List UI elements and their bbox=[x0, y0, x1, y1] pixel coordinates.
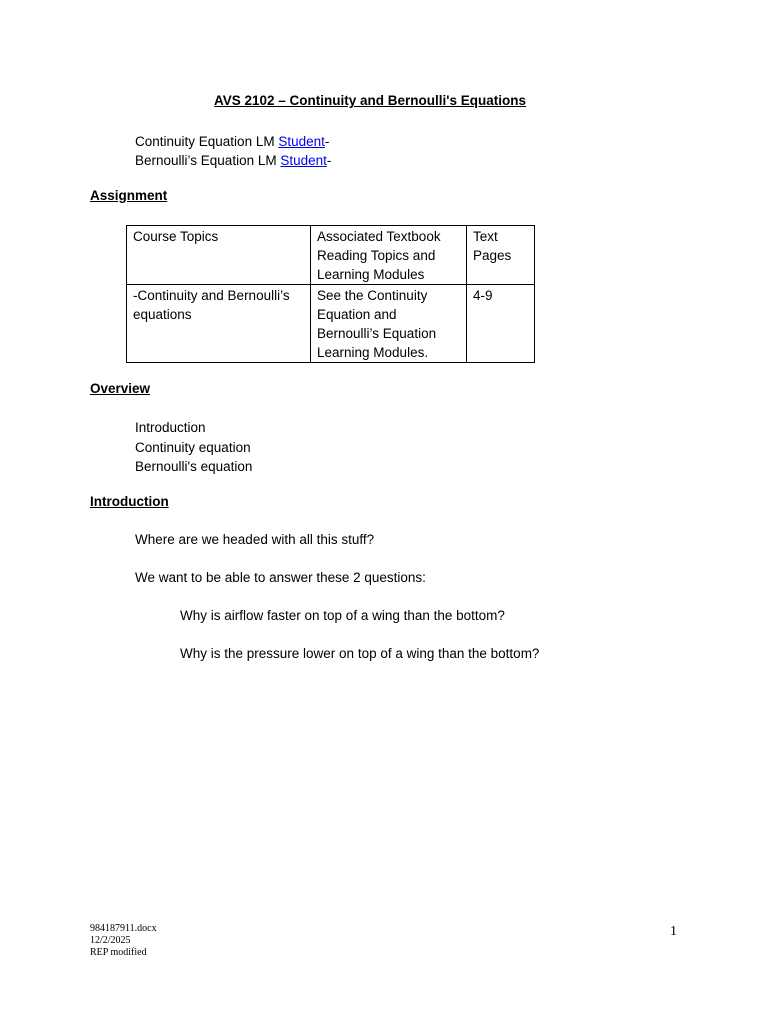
footer-filename: 984187911.docx bbox=[90, 923, 157, 934]
footer-note: REP modified bbox=[90, 947, 147, 958]
cell-text-pages: 4-9 bbox=[467, 285, 535, 363]
header-course-topics: Course Topics bbox=[127, 226, 311, 285]
header-text-pages: Text Pages bbox=[467, 226, 535, 285]
page-number: 1 bbox=[670, 924, 677, 939]
list-item: Bernoulli's equation bbox=[135, 459, 253, 474]
overview-list bbox=[135, 418, 252, 477]
intro-paragraph-2: We want to be able to answer these 2 questions: bbox=[135, 570, 426, 585]
footer-info bbox=[90, 923, 157, 959]
continuity-lm-label: Continuity Equation LM bbox=[135, 134, 279, 149]
table-header-row bbox=[127, 226, 535, 285]
list-item: Continuity equation bbox=[135, 439, 251, 455]
continuity-lm-suffix: - bbox=[324, 134, 330, 149]
intro-paragraph-1: Where are we headed with all this stuff? bbox=[135, 532, 375, 547]
continuity-student-link[interactable]: Student bbox=[278, 134, 325, 149]
bernoulli-lm-line bbox=[135, 151, 331, 170]
learning-module-links bbox=[135, 132, 331, 170]
cell-reading-topic: See the Continuity Equation and Bernoulli’s Equation Learning Modules. bbox=[311, 285, 467, 363]
table-row bbox=[127, 285, 535, 363]
intro-question-1: Why is airflow faster on top of a wing than the bottom? bbox=[180, 608, 505, 623]
document-title: AVS 2102 – Continuity and Bernoulli's Equations bbox=[213, 93, 526, 108]
bernoulli-student-link[interactable]: Student bbox=[280, 153, 327, 168]
bernoulli-lm-label: Bernoulli’s Equation LM bbox=[135, 153, 281, 168]
bernoulli-lm-suffix: - bbox=[326, 153, 332, 168]
cell-course-topic: -Continuity and Bernoulli’s equations bbox=[127, 285, 311, 363]
assignment-heading: Assignment bbox=[90, 188, 168, 203]
intro-question-2: Why is the pressure lower on top of a wing than the bottom? bbox=[180, 646, 540, 661]
overview-heading: Overview bbox=[90, 381, 151, 396]
assignment-table bbox=[126, 225, 535, 363]
footer-date: 12/2/2025 bbox=[90, 935, 131, 946]
list-item: Introduction bbox=[135, 420, 206, 435]
header-textbook-reading: Associated Textbook Reading Topics and Learning Modules bbox=[311, 226, 467, 285]
continuity-lm-line bbox=[135, 132, 331, 151]
introduction-heading: Introduction bbox=[90, 494, 169, 509]
